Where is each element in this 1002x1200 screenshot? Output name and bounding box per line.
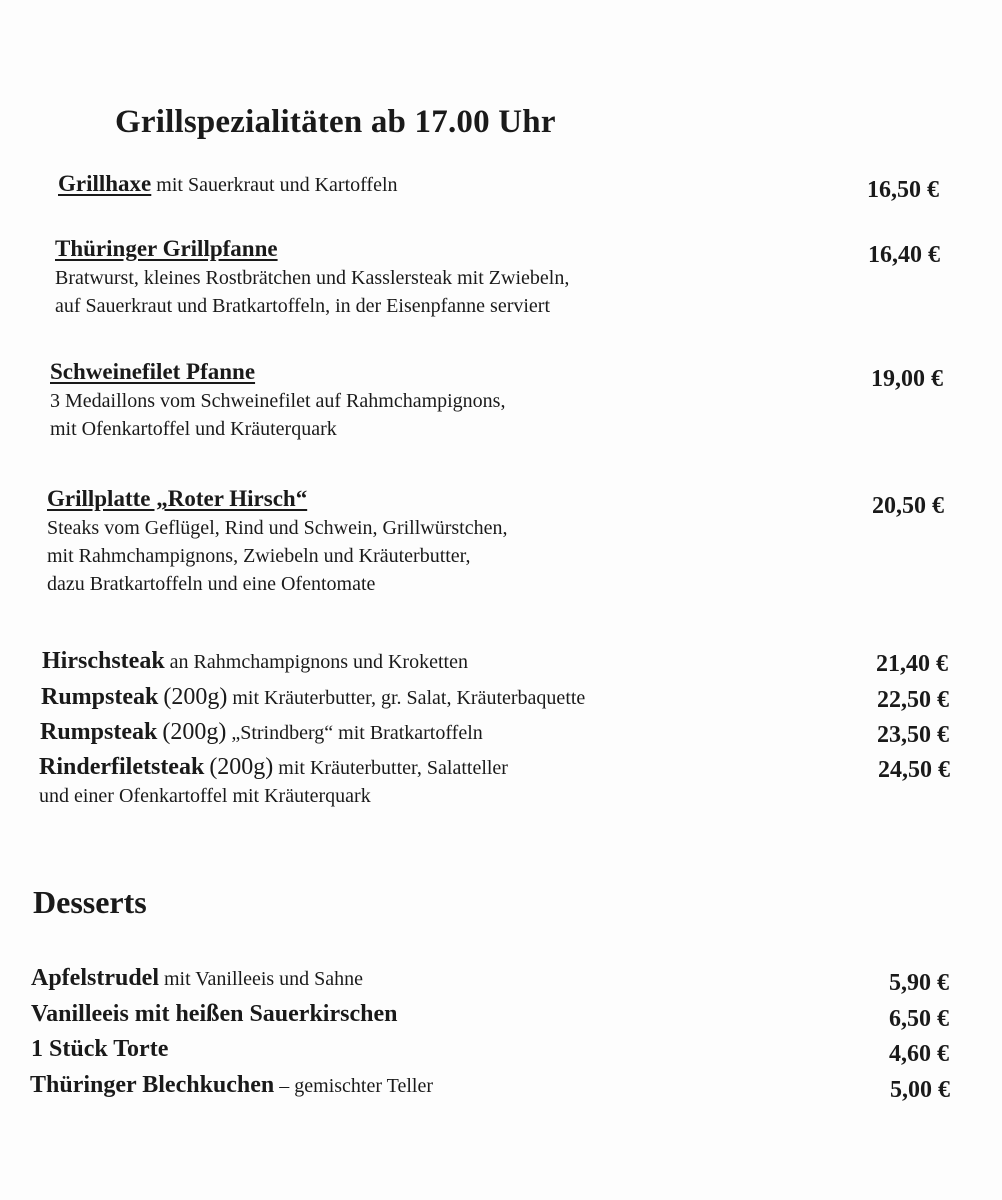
item-description-line: Bratwurst, kleines Rostbrätchen und Kasslersteak mit Zwiebeln, [55,267,570,289]
item-weight: (200g) [163,684,228,710]
item-price: 5,00 € [890,1077,950,1103]
item-name: Thüringer Blechkuchen [30,1072,275,1098]
item-name: 1 Stück Torte [31,1036,169,1062]
section-title-grill: Grillspezialitäten ab 17.00 Uhr [115,104,556,140]
menu-item-grillpfanne [55,235,569,320]
item-description: mit Kräuterbutter, gr. Salat, Kräuterbaquette [232,687,586,709]
item-description: an Rahmchampignons und Kroketten [169,651,468,673]
item-description-line: mit Rahmchampignons, Zwiebeln und Kräuterbutter, [47,545,471,567]
item-name: Rumpsteak [41,684,159,710]
item-description-line: dazu Bratkartoffeln und eine Ofentomate [47,573,376,595]
item-description: mit Vanilleeis und Sahne [164,968,364,990]
item-price: 4,60 € [889,1041,949,1067]
menu-item-apfelstrudel [31,964,363,993]
item-price: 24,50 € [878,757,950,783]
item-price: 16,40 € [868,242,940,268]
item-name: Grillplatte „Roter Hirsch“ [47,486,308,511]
item-description-line: auf Sauerkraut und Bratkartoffeln, in der Eisenpfanne serviert [55,295,550,317]
item-price: 20,50 € [872,493,944,519]
menu-item-torte [31,1035,168,1064]
item-name: Grillhaxe [58,171,152,196]
item-description-line: und einer Ofenkartoffel mit Kräuterquark [39,785,371,807]
item-description: mit Sauerkraut und Kartoffeln [156,174,398,196]
section-title-desserts: Desserts [33,884,147,920]
item-weight: (200g) [209,754,274,780]
item-price: 16,50 € [867,177,939,203]
item-description: mit Kräuterbutter, Salatteller [278,757,508,779]
item-name: Schweinefilet Pfanne [50,359,256,384]
item-name: Thüringer Grillpfanne [55,236,278,261]
menu-item-hirschsteak [42,647,468,676]
item-description-line: mit Ofenkartoffel und Kräuterquark [50,418,337,440]
menu-item-rumpsteak-strindberg [40,718,483,747]
item-description: „Strindberg“ mit Bratkartoffeln [231,722,483,744]
item-price: 21,40 € [876,651,948,677]
item-price: 5,90 € [889,970,949,996]
item-name: Rinderfiletsteak [39,754,205,780]
menu-item-grillplatte [47,485,508,598]
item-name: Vanilleeis mit heißen Sauerkirschen [31,1001,398,1027]
item-price: 22,50 € [877,687,949,713]
item-description-line: 3 Medaillons vom Schweinefilet auf Rahmchampignons, [50,390,506,412]
item-description-line: Steaks vom Geflügel, Rind und Schwein, Grillwürstchen, [47,517,508,539]
menu-item-grillhaxe [58,170,398,199]
menu-item-schweinefilet-pfanne [50,358,505,443]
menu-item-rinderfiletsteak [39,753,508,810]
item-name: Hirschsteak [42,648,165,674]
item-price: 6,50 € [889,1006,949,1032]
menu-item-blechkuchen [30,1071,433,1100]
item-price: 23,50 € [877,722,949,748]
item-name: Apfelstrudel [31,965,159,991]
item-description: – gemischter Teller [279,1075,433,1097]
item-price: 19,00 € [871,366,943,392]
item-weight: (200g) [162,719,227,745]
menu-item-rumpsteak [41,683,585,712]
item-name: Rumpsteak [40,719,158,745]
menu-item-vanilleeis [31,1000,397,1029]
